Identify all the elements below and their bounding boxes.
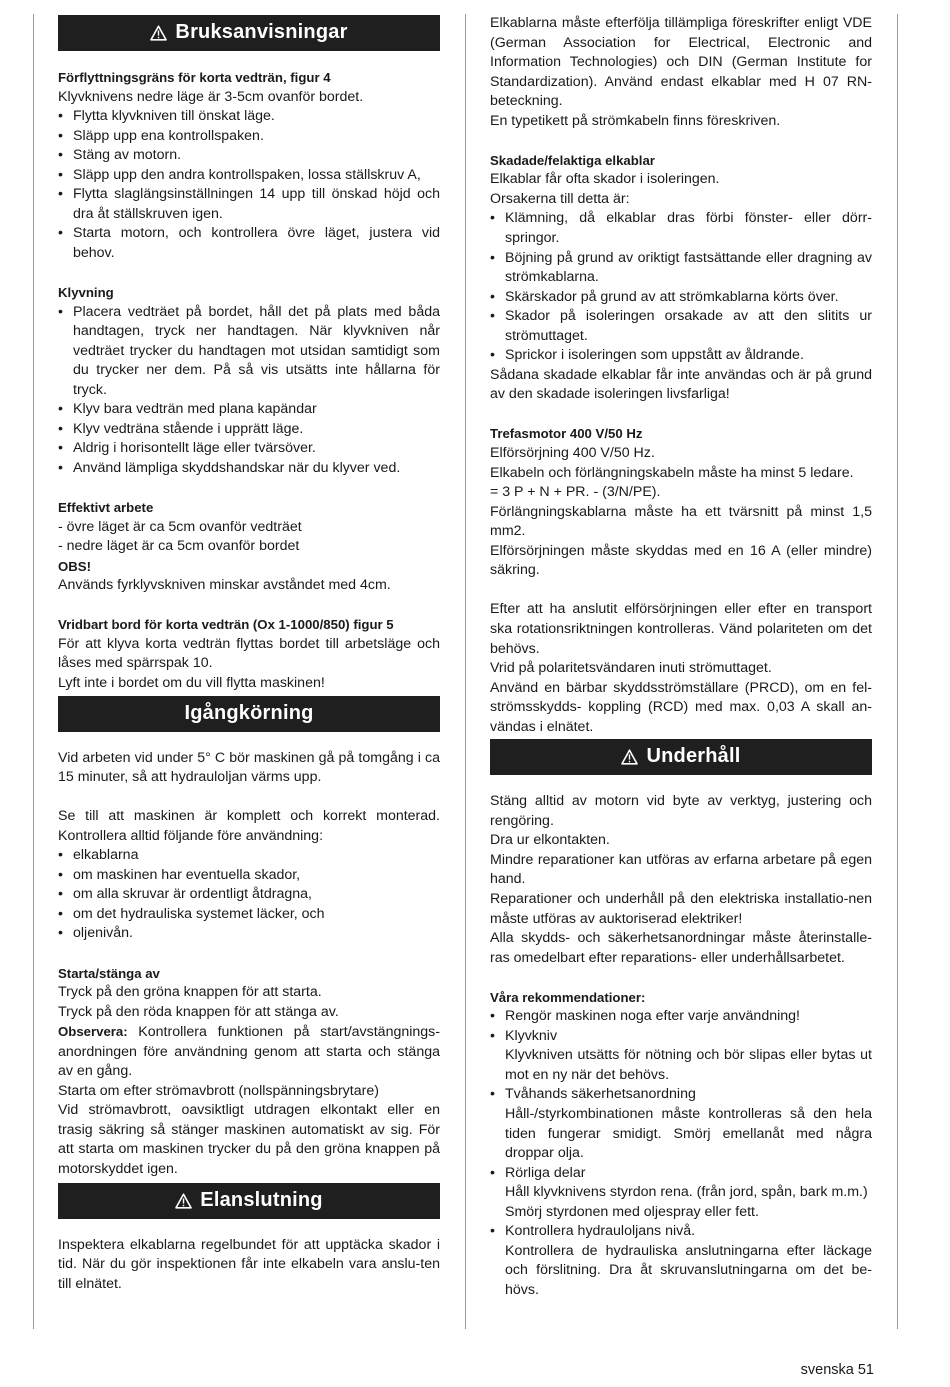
- list-item: • elkablarna: [58, 846, 440, 866]
- list-item: • Sprickor i isoleringen som uppstått av åldrande.: [490, 346, 872, 366]
- list-item-detail: Smörj styrdonen med oljespray eller fett.: [505, 1203, 759, 1220]
- list-item: • Klyvkniv: [490, 1027, 872, 1047]
- list-item: • Tvåhands säkerhetsanordning: [490, 1085, 872, 1105]
- list-item: • Släpp upp den andra kontrollspaken, lossa ställskruv A,: [58, 166, 440, 186]
- list-item: • Klyv vedträna stående i upprätt läge.: [58, 420, 440, 440]
- list-item: • Flytta klyvkniven till önskat läge.: [58, 107, 440, 127]
- left-margin-rule: [33, 14, 34, 1329]
- bullet-list: [58, 846, 440, 944]
- subheading: Förflyttningsgräns för korta vedträn, figur 4: [58, 70, 331, 85]
- note-label: Observera:: [58, 1024, 128, 1040]
- paragraph: Mindre reparationer kan utföras av erfarna arbetare på egen hand.: [490, 851, 872, 888]
- list-item-detail: Håll klyvknivens styrdon rena. (från jord, spån, bark m.m.): [505, 1184, 868, 1201]
- list-item-detail: Kontrollera de hydrauliska anslutningarna efter läckage och förslitning. Dra åt skruvanslutningarna om det be-hövs.: [505, 1242, 872, 1298]
- paragraph: Reparationer och underhåll på den elektriska installatio-nen måste utföras av auktoriserad elektriker!: [490, 890, 872, 927]
- list-item: • Flytta slaglängsinställningen 14 upp till önskad höjd och dra åt ställskruven igen.: [58, 185, 440, 224]
- paragraph: Alla skydds- och säkerhetsanordningar måste återinstalle-ras omedelbart efter reparations- eller underhållsarbetet.: [490, 930, 872, 966]
- list-item: • Stäng av motorn.: [58, 146, 440, 166]
- subheading: Skadade/felaktiga elkablar: [490, 152, 655, 168]
- paragraph: Klyvknivens nedre läge är 3-5cm ovanför bordet.: [58, 88, 364, 105]
- section-bar-elanslutning: [58, 1183, 440, 1219]
- paragraph: Dra ur elkontakten.: [490, 832, 610, 849]
- list-item: • Skador på isoleringen orsakade av att den slitits ur strömuttaget.: [490, 307, 872, 346]
- list-item: • Skärskador på grund av att strömkablarna körts över.: [490, 288, 872, 308]
- section-bar-underhall: [490, 739, 872, 775]
- note-label: OBS!: [58, 558, 91, 574]
- subheading: Effektivt arbete: [58, 500, 154, 516]
- warning-triangle-icon: [175, 1193, 192, 1209]
- subheading: Våra rekommendationer:: [490, 989, 646, 1005]
- subheading: Trefasmotor 400 V/50 Hz: [490, 426, 643, 442]
- list-item-detail: Klyvkniven utsätts för nötning och bör slipas eller bytas ut mot en ny när det behövs.: [505, 1047, 872, 1083]
- warning-triangle-icon: [150, 25, 167, 41]
- list-item: • Klämning, då elkablar dras förbi fönster- eller dörr-springor.: [490, 209, 872, 248]
- paragraph: Använd en bärbar skyddsströmställare (PRCD), om en fel-strömsskydds- koppling (RCD) med max. 0,03 A skall an-vändas i elnätet.: [490, 679, 872, 735]
- paragraph: Vid strömavbrott, oavsiktligt utdragen elkontakt eller en trasig säkring så stänger maskinen automatiskt av sig. För att starta om maskinen trycker du på den gröna knappen på motorskyddet igen.: [58, 1102, 440, 1177]
- list-item: • Rengör maskinen noga efter varje användning!: [490, 1007, 872, 1027]
- warning-triangle-icon: [621, 749, 638, 765]
- section-title: Underhåll: [646, 745, 741, 768]
- paragraph: Förlängningskablarna måste ha ett tvärsnitt på minst 1,5 mm2.: [490, 503, 872, 540]
- left-column: [58, 14, 440, 1294]
- bullet-list: [490, 1085, 872, 1105]
- list-item: • om maskinen har eventuella skador,: [58, 866, 440, 886]
- paragraph: Elförsörjningen måste skyddas med en 16 A (eller mindre) säkring.: [490, 542, 872, 579]
- list-item: • Aldrig i horisontellt läge eller tvärsöver.: [58, 439, 440, 459]
- bullet-list: [58, 107, 440, 263]
- paragraph: För att klyva korta vedträn flyttas bordet till arbetsläge och låses med spärrspak 10.: [58, 635, 440, 672]
- bullet-list: [490, 209, 872, 365]
- paragraph: Elkabeln och förlängningskabeln måste ha minst 5 ledare.: [490, 464, 854, 481]
- list-item: • oljenivån.: [58, 924, 440, 944]
- paragraph: Vid arbeten vid under 5° C bör maskinen gå på tomgång i ca 15 minuter, så att hydrauloljan värms upp.: [58, 749, 440, 786]
- paragraph: Vrid på polaritetsvändaren inuti strömuttaget.: [490, 660, 772, 677]
- center-rule: [465, 14, 466, 1329]
- paragraph: En typetikett på strömkabeln finns föreskriven.: [490, 112, 781, 129]
- paragraph: Tryck på den röda knappen för att stänga av.: [58, 1003, 339, 1020]
- paragraph: Efter att ha anslutit elförsörjningen eller efter en transport ska rotationsriktningen kontrolleras. Vänd polariteten om det behövs.: [490, 601, 872, 657]
- list-item: • Placera vedträet på bordet, håll det på plats med båda handtagen, tryck ner handtagen. När klyvkniven når vedträet trycker du handtagen mot utsidan samtidigt som du trycker ner dem. På så vis utsätts inte hållarna för tryck.: [58, 303, 440, 401]
- right-margin-rule: [897, 14, 898, 1329]
- bullet-list: [490, 1164, 872, 1184]
- list-item: • Böjning på grund av oriktigt fastsättande eller dragning av strömkablarna.: [490, 249, 872, 288]
- paragraph: Inspektera elkablarna regelbundet för att upptäcka skador i tid. När du gör inspektionen får inte elkabeln vara anslu-ten till elnätet.: [58, 1236, 440, 1292]
- list-item: • Använd lämpliga skyddshandskar när du klyver ved.: [58, 459, 440, 479]
- section-bar-igangkorning: [58, 696, 440, 732]
- section-bar-bruksanvisningar: [58, 15, 440, 51]
- page-number: svenska 51: [800, 1362, 874, 1378]
- paragraph: Elkablarna måste efterfölja tillämpliga föreskrifter enligt VDE (German Association for Electrical, Electronic and Information Technologies) och DIN (German Institute for Standardization). Använd endast elkablar med H 07 RN-beteckning.: [490, 15, 872, 110]
- bullet-list: [58, 303, 440, 479]
- list-item: • Klyv bara vedträn med plana kapändar: [58, 400, 440, 420]
- bullet-list: [490, 1222, 872, 1242]
- paragraph: Elkablar får ofta skador i isoleringen.: [490, 171, 720, 188]
- right-column: [490, 14, 872, 1300]
- list-item: • om det hydrauliska systemet läcker, och: [58, 905, 440, 925]
- paragraph: - nedre läget är ca 5cm ovanför bordet: [58, 538, 300, 555]
- paragraph: Orsakerna till detta är:: [490, 190, 630, 207]
- section-title: Bruksanvisningar: [175, 21, 348, 44]
- paragraph: Lyft inte i bordet om du vill flytta maskinen!: [58, 674, 325, 691]
- section-title: Elanslutning: [200, 1188, 323, 1211]
- section-title: Igångkörning: [184, 701, 314, 724]
- list-item: • Starta motorn, och kontrollera övre läget, justera vid behov.: [58, 224, 440, 263]
- list-item: • Kontrollera hydrauloljans nivå.: [490, 1222, 872, 1242]
- note-text: Kontrollera funktionen på start/avstängnings-anordningen före användning genom att starta och stänga av en gång.: [58, 1024, 440, 1080]
- subheading: Starta/stänga av: [58, 965, 160, 981]
- list-item: • om alla skruvar är ordentligt åtdragna,: [58, 885, 440, 905]
- paragraph: = 3 P + N + PR. - (3/N/PE).: [490, 484, 661, 501]
- paragraph: [58, 1022, 440, 1082]
- paragraph: - övre läget är ca 5cm ovanför vedträet: [58, 518, 302, 535]
- subheading: Klyvning: [58, 285, 114, 301]
- paragraph: Används fyrklyvskniven minskar avståndet med 4cm.: [58, 577, 391, 594]
- paragraph: Tryck på den gröna knappen för att starta.: [58, 984, 322, 1001]
- subheading: Vridbart bord för korta vedträn (Ox 1-1000/850) figur 5: [58, 617, 394, 633]
- paragraph: Sådana skadade elkablar får inte användas och är på grund av den skadade isoleringen livsfarliga!: [490, 366, 872, 403]
- list-item: • Rörliga delar: [490, 1164, 872, 1184]
- list-item-detail: Håll-/styrkombinationen måste kontrolleras så den hela tiden fungerar smidigt. Smörj emellanåt med några droppar olja.: [505, 1105, 872, 1162]
- list-item: • Släpp upp ena kontrollspaken.: [58, 127, 440, 147]
- bullet-list: [490, 1007, 872, 1046]
- paragraph: Stäng alltid av motorn vid byte av verktyg, justering och rengöring.: [490, 793, 872, 829]
- paragraph: Starta om efter strömavbrott (nollspänningsbrytare): [58, 1082, 379, 1099]
- paragraph: Se till att maskinen är komplett och korrekt monterad. Kontrollera alltid följande före användning:: [58, 808, 440, 844]
- paragraph: Elförsörjning 400 V/50 Hz.: [490, 445, 655, 462]
